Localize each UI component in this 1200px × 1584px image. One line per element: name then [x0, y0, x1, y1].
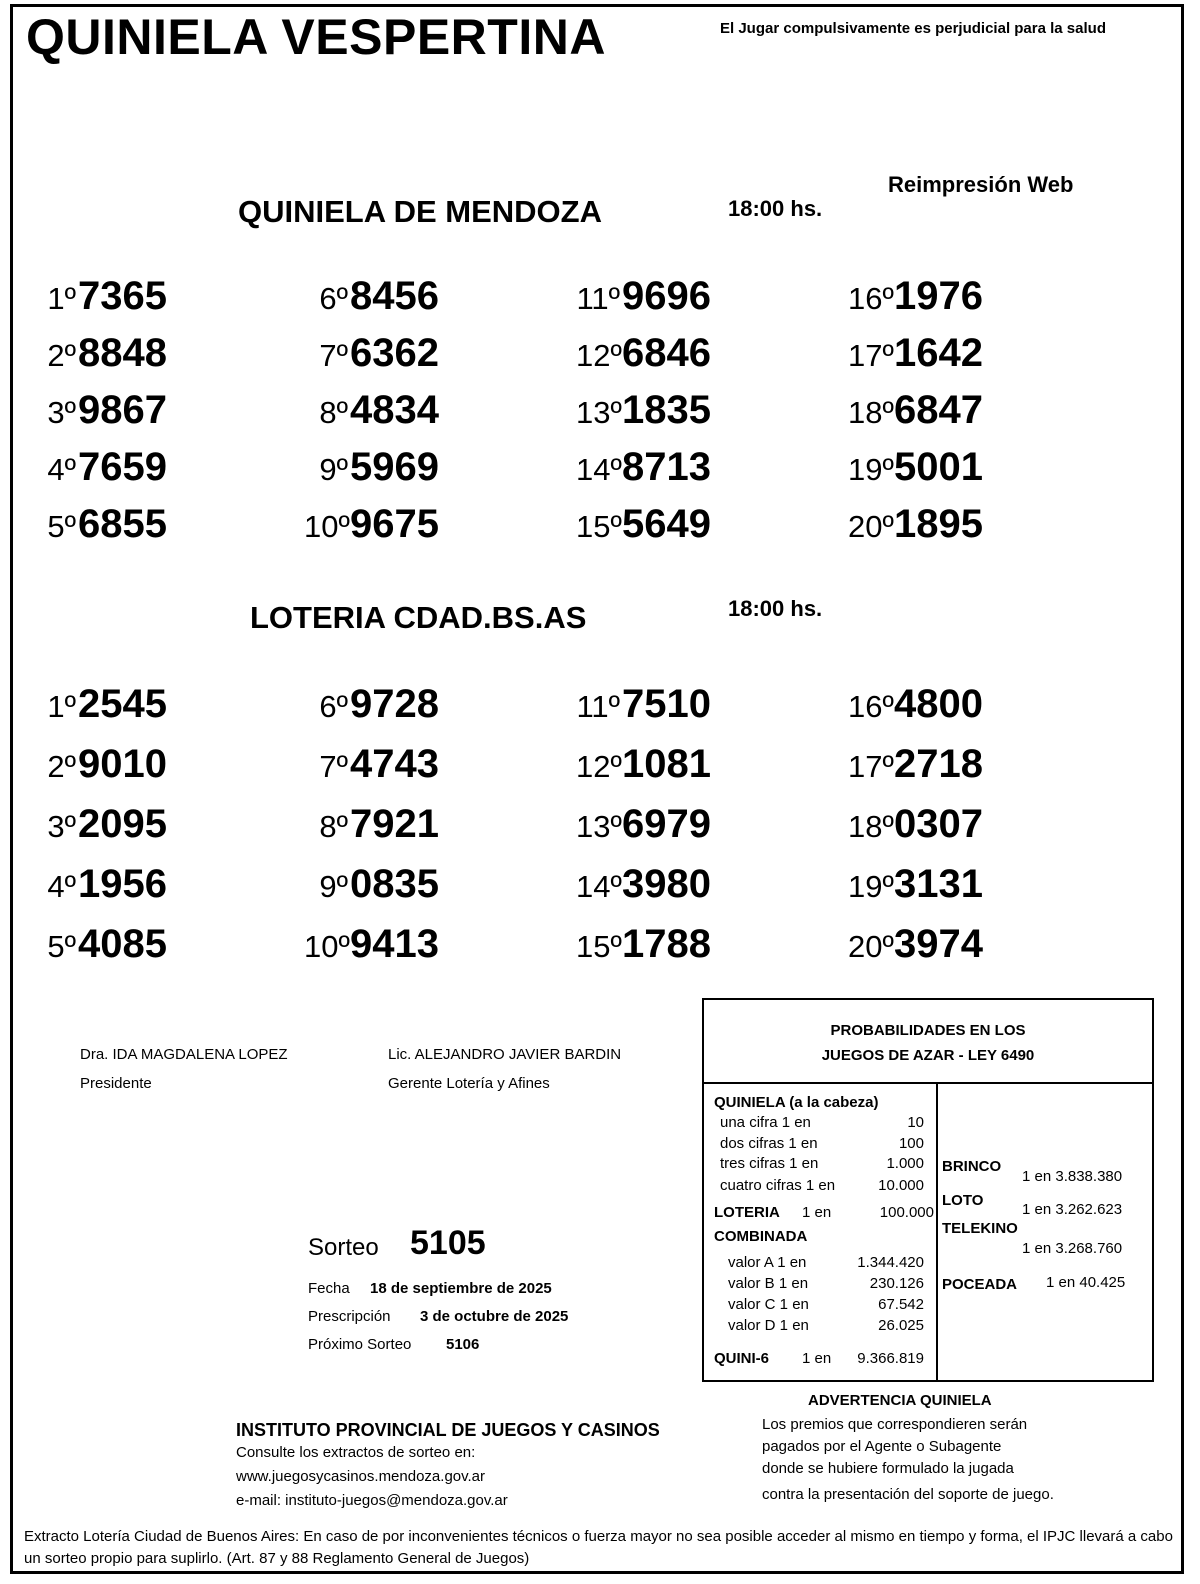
- mendoza-result-number: 1976: [894, 274, 983, 318]
- loteria-odds-text: 1 en: [802, 1204, 832, 1221]
- mendoza-result-position: 13º: [576, 395, 622, 430]
- mendoza-result-position: 16º: [848, 281, 894, 316]
- mendoza-result-number: 1895: [894, 502, 983, 546]
- mendoza-result-item: [304, 331, 464, 376]
- bsas-result-position: 4º: [47, 869, 76, 904]
- signature-left-name: Dra. IDA MAGDALENA LOPEZ: [80, 1046, 288, 1063]
- mendoza-result-position: 14º: [576, 452, 622, 487]
- mendoza-result-item: [848, 274, 1008, 319]
- bsas-result-item: [576, 742, 736, 787]
- quini6-odds-label: QUINI-6: [714, 1350, 770, 1367]
- mendoza-result-position: 18º: [848, 395, 894, 430]
- probabilities-heading-line1: PROBABILIDADES EN LOS: [830, 1022, 1026, 1039]
- institute-website-link[interactable]: www.juegosycasinos.mendoza.gov.ar: [236, 1468, 486, 1485]
- bsas-result-number: 2545: [78, 682, 167, 726]
- mendoza-result-item: [848, 331, 1008, 376]
- mendoza-result-number: 6855: [78, 502, 167, 546]
- quiniela-odds-value: 10.000: [878, 1177, 924, 1194]
- mendoza-result-number: 6362: [350, 331, 439, 375]
- loto-odds-value: 1 en 3.262.623: [1022, 1201, 1123, 1218]
- bsas-result-position: 2º: [47, 749, 76, 784]
- mendoza-result-position: 10º: [304, 509, 350, 544]
- mendoza-result-position: 19º: [848, 452, 894, 487]
- combinada-odds-label: valor D 1 en: [728, 1317, 809, 1334]
- bsas-result-position: 17º: [848, 749, 894, 784]
- reprint-label: Reimpresión Web: [888, 172, 1074, 197]
- bsas-result-number: 4743: [350, 742, 439, 786]
- bsas-result-number: 7510: [622, 682, 711, 726]
- poceada-odds-label: POCEADA: [942, 1276, 1018, 1293]
- bsas-result-number: 2718: [894, 742, 983, 786]
- loto-odds-label: LOTO: [942, 1192, 984, 1209]
- mendoza-result-item: [576, 331, 736, 376]
- quiniela-odds-title: QUINIELA (a la cabeza): [714, 1094, 879, 1111]
- quini6-odds-value: 9.366.819: [857, 1350, 924, 1367]
- bsas-result-number: 0307: [894, 802, 983, 846]
- mendoza-result-position: 15º: [576, 509, 622, 544]
- combinada-odds-value: 26.025: [878, 1317, 924, 1334]
- bsas-result-position: 19º: [848, 869, 894, 904]
- bsas-result-item: [32, 682, 192, 727]
- mendoza-result-position: 3º: [47, 395, 76, 430]
- telekino-odds-label: TELEKINO: [942, 1220, 1018, 1237]
- mendoza-result-position: 9º: [319, 452, 348, 487]
- mendoza-result-number: 9696: [622, 274, 711, 318]
- mendoza-result-position: 2º: [47, 338, 76, 373]
- bsas-result-position: 9º: [319, 869, 348, 904]
- bsas-time: 18:00 hs.: [728, 596, 823, 621]
- quiniela-odds-value: 100: [898, 1135, 924, 1152]
- mendoza-result-item: [576, 274, 736, 319]
- bsas-result-item: [32, 742, 192, 787]
- mendoza-result-number: 4834: [350, 388, 439, 432]
- quiniela-odds-label: cuatro cifras 1 en: [720, 1177, 836, 1194]
- combinada-odds-label: valor A 1 en: [728, 1254, 807, 1271]
- bsas-result-number: 1788: [622, 922, 711, 966]
- bsas-result-position: 14º: [576, 869, 622, 904]
- mendoza-result-position: 8º: [319, 395, 348, 430]
- bsas-result-item: [576, 682, 736, 727]
- combinada-odds-value: 1.344.420: [857, 1254, 924, 1271]
- mendoza-result-item: [848, 502, 1008, 547]
- bsas-result-number: 1956: [78, 862, 167, 906]
- sorteo-label: Sorteo: [308, 1234, 379, 1261]
- advertencia-line: Los premios que correspondieren serán: [762, 1416, 1028, 1433]
- quiniela-odds-label: dos cifras 1 en: [720, 1135, 818, 1152]
- bsas-result-number: 4800: [894, 682, 983, 726]
- bsas-result-position: 13º: [576, 809, 622, 844]
- bsas-result-item: [32, 922, 192, 967]
- institute-name: INSTITUTO PROVINCIAL DE JUEGOS Y CASINOS: [236, 1420, 660, 1440]
- mendoza-result-item: [32, 331, 192, 376]
- bsas-section-title: LOTERIA CDAD.BS.AS: [250, 600, 587, 635]
- mendoza-result-position: 1º: [47, 281, 76, 316]
- poceada-odds-value: 1 en 40.425: [1046, 1274, 1126, 1291]
- mendoza-result-position: 6º: [319, 281, 348, 316]
- proximo-sorteo-label: Próximo Sorteo: [308, 1336, 412, 1353]
- probabilities-heading: [704, 1000, 1152, 1084]
- mendoza-result-number: 9867: [78, 388, 167, 432]
- page-title: QUINIELA VESPERTINA: [26, 9, 606, 65]
- institute-consult-text: Consulte los extractos de sorteo en:: [236, 1444, 476, 1461]
- probabilities-divider: [936, 1084, 938, 1382]
- probabilities-heading-line2: JUEGOS DE AZAR - LEY 6490: [821, 1047, 1035, 1064]
- proximo-sorteo-value: 5106: [446, 1336, 480, 1353]
- advertencia-title: ADVERTENCIA QUINIELA: [808, 1392, 992, 1409]
- bsas-result-position: 1º: [47, 689, 76, 724]
- mendoza-result-number: 8456: [350, 274, 439, 318]
- mendoza-result-position: 4º: [47, 452, 76, 487]
- footer-disclaimer: Extracto Lotería Ciudad de Buenos Aires: En caso de por inconvenientes técnicos o fuerza mayor no sea posible acceder al mismo en tiempo y forma, el IPJC llevará a cabo un sorteo propio para suplirlo. (Art. 87 y 88 Reglamento General de Juegos): [24, 1528, 1173, 1567]
- mendoza-result-number: 7659: [78, 445, 167, 489]
- mendoza-result-position: 7º: [319, 338, 348, 373]
- loteria-odds-label: LOTERIA: [714, 1204, 780, 1221]
- mendoza-result-number: 1835: [622, 388, 711, 432]
- bsas-result-number: 9728: [350, 682, 439, 726]
- combinada-odds-label: valor B 1 en: [728, 1275, 809, 1292]
- bsas-result-position: 7º: [319, 749, 348, 784]
- mendoza-result-item: [304, 388, 464, 433]
- quiniela-odds-label: tres cifras 1 en: [720, 1155, 819, 1172]
- bsas-result-number: 6979: [622, 802, 711, 846]
- bsas-result-position: 15º: [576, 929, 622, 964]
- bsas-result-item: [848, 862, 1008, 907]
- telekino-odds-value: 1 en 3.268.760: [1022, 1240, 1123, 1257]
- mendoza-result-position: 12º: [576, 338, 622, 373]
- bsas-result-item: [304, 742, 464, 787]
- mendoza-result-item: [32, 274, 192, 319]
- bsas-result-position: 5º: [47, 929, 76, 964]
- mendoza-result-position: 17º: [848, 338, 894, 373]
- advertencia-line: pagados por el Agente o Subagente: [762, 1438, 1002, 1455]
- bsas-result-number: 3131: [894, 862, 983, 906]
- health-warning: El Jugar compulsivamente es perjudicial para la salud: [720, 20, 1106, 37]
- bsas-result-number: 9010: [78, 742, 167, 786]
- bsas-result-number: 2095: [78, 802, 167, 846]
- mendoza-result-number: 9675: [350, 502, 439, 546]
- bsas-result-item: [576, 802, 736, 847]
- mendoza-result-item: [576, 445, 736, 490]
- bsas-result-item: [848, 802, 1008, 847]
- bsas-result-item: [32, 802, 192, 847]
- bsas-result-position: 6º: [319, 689, 348, 724]
- bsas-result-item: [848, 742, 1008, 787]
- bsas-result-item: [304, 922, 464, 967]
- combinada-odds-label: valor C 1 en: [728, 1296, 809, 1313]
- loteria-odds-value: 100.000: [879, 1204, 934, 1221]
- bsas-result-item: [848, 682, 1008, 727]
- mendoza-result-item: [32, 445, 192, 490]
- brinco-odds-value: 1 en 3.838.380: [1022, 1168, 1123, 1185]
- bsas-result-position: 10º: [304, 929, 350, 964]
- mendoza-result-item: [32, 388, 192, 433]
- bsas-result-position: 11º: [576, 689, 620, 724]
- mendoza-time: 18:00 hs.: [728, 196, 823, 221]
- mendoza-section-title: QUINIELA DE MENDOZA: [238, 194, 602, 229]
- signature-left-role: Presidente: [80, 1075, 152, 1092]
- advertencia-line: contra la presentación del soporte de juego.: [762, 1486, 1054, 1503]
- sorteo-number: 5105: [410, 1224, 486, 1262]
- mendoza-result-item: [848, 445, 1008, 490]
- bsas-result-number: 9413: [350, 922, 439, 966]
- institute-email-link[interactable]: e-mail: instituto-juegos@mendoza.gov.ar: [236, 1492, 508, 1509]
- quiniela-odds-label: una cifra 1 en: [720, 1114, 811, 1131]
- quiniela-odds-value: 10: [907, 1114, 924, 1131]
- signature-right-role: Gerente Lotería y Afines: [388, 1075, 550, 1092]
- mendoza-result-number: 6847: [894, 388, 983, 432]
- bsas-result-number: 0835: [350, 862, 439, 906]
- mendoza-result-number: 7365: [78, 274, 167, 318]
- bsas-result-item: [848, 922, 1008, 967]
- mendoza-result-position: 5º: [47, 509, 76, 544]
- combinada-odds-title: COMBINADA: [714, 1228, 808, 1245]
- bsas-result-item: [304, 802, 464, 847]
- bsas-result-item: [576, 922, 736, 967]
- mendoza-result-number: 8713: [622, 445, 711, 489]
- mendoza-result-item: [32, 502, 192, 547]
- bsas-result-position: 12º: [576, 749, 622, 784]
- mendoza-result-item: [576, 502, 736, 547]
- mendoza-result-position: 20º: [848, 509, 894, 544]
- mendoza-result-number: 5001: [894, 445, 983, 489]
- bsas-result-position: 18º: [848, 809, 894, 844]
- combinada-odds-value: 230.126: [869, 1275, 924, 1292]
- bsas-result-item: [304, 682, 464, 727]
- signature-right-name: Lic. ALEJANDRO JAVIER BARDIN: [388, 1046, 622, 1063]
- bsas-result-item: [32, 862, 192, 907]
- mendoza-result-item: [848, 388, 1008, 433]
- quini6-odds-text: 1 en: [802, 1350, 832, 1367]
- bsas-result-position: 16º: [848, 689, 894, 724]
- prescripcion-value: 3 de octubre de 2025: [420, 1308, 569, 1325]
- prescripcion-label: Prescripción: [308, 1308, 391, 1325]
- mendoza-result-number: 1642: [894, 331, 983, 375]
- bsas-result-number: 7921: [350, 802, 439, 846]
- bsas-result-position: 20º: [848, 929, 894, 964]
- mendoza-result-number: 6846: [622, 331, 711, 375]
- mendoza-result-number: 5969: [350, 445, 439, 489]
- mendoza-result-item: [304, 502, 464, 547]
- bsas-result-item: [304, 862, 464, 907]
- bsas-result-number: 3974: [894, 922, 983, 966]
- mendoza-result-number: 8848: [78, 331, 167, 375]
- mendoza-result-number: 5649: [622, 502, 711, 546]
- bsas-result-number: 1081: [622, 742, 711, 786]
- mendoza-result-position: 11º: [576, 281, 620, 316]
- bsas-result-item: [576, 862, 736, 907]
- probabilities-box: [702, 998, 1154, 1382]
- fecha-value: 18 de septiembre de 2025: [370, 1280, 552, 1297]
- bsas-result-position: 3º: [47, 809, 76, 844]
- bsas-result-number: 3980: [622, 862, 711, 906]
- advertencia-line: donde se hubiere formulado la jugada: [762, 1460, 1014, 1477]
- quiniela-odds-value: 1.000: [886, 1155, 924, 1172]
- bsas-result-number: 4085: [78, 922, 167, 966]
- mendoza-result-item: [304, 445, 464, 490]
- brinco-odds-label: BRINCO: [942, 1158, 1002, 1175]
- bsas-result-position: 8º: [319, 809, 348, 844]
- fecha-label: Fecha: [308, 1280, 350, 1297]
- combinada-odds-value: 67.542: [878, 1296, 924, 1313]
- mendoza-result-item: [304, 274, 464, 319]
- mendoza-result-item: [576, 388, 736, 433]
